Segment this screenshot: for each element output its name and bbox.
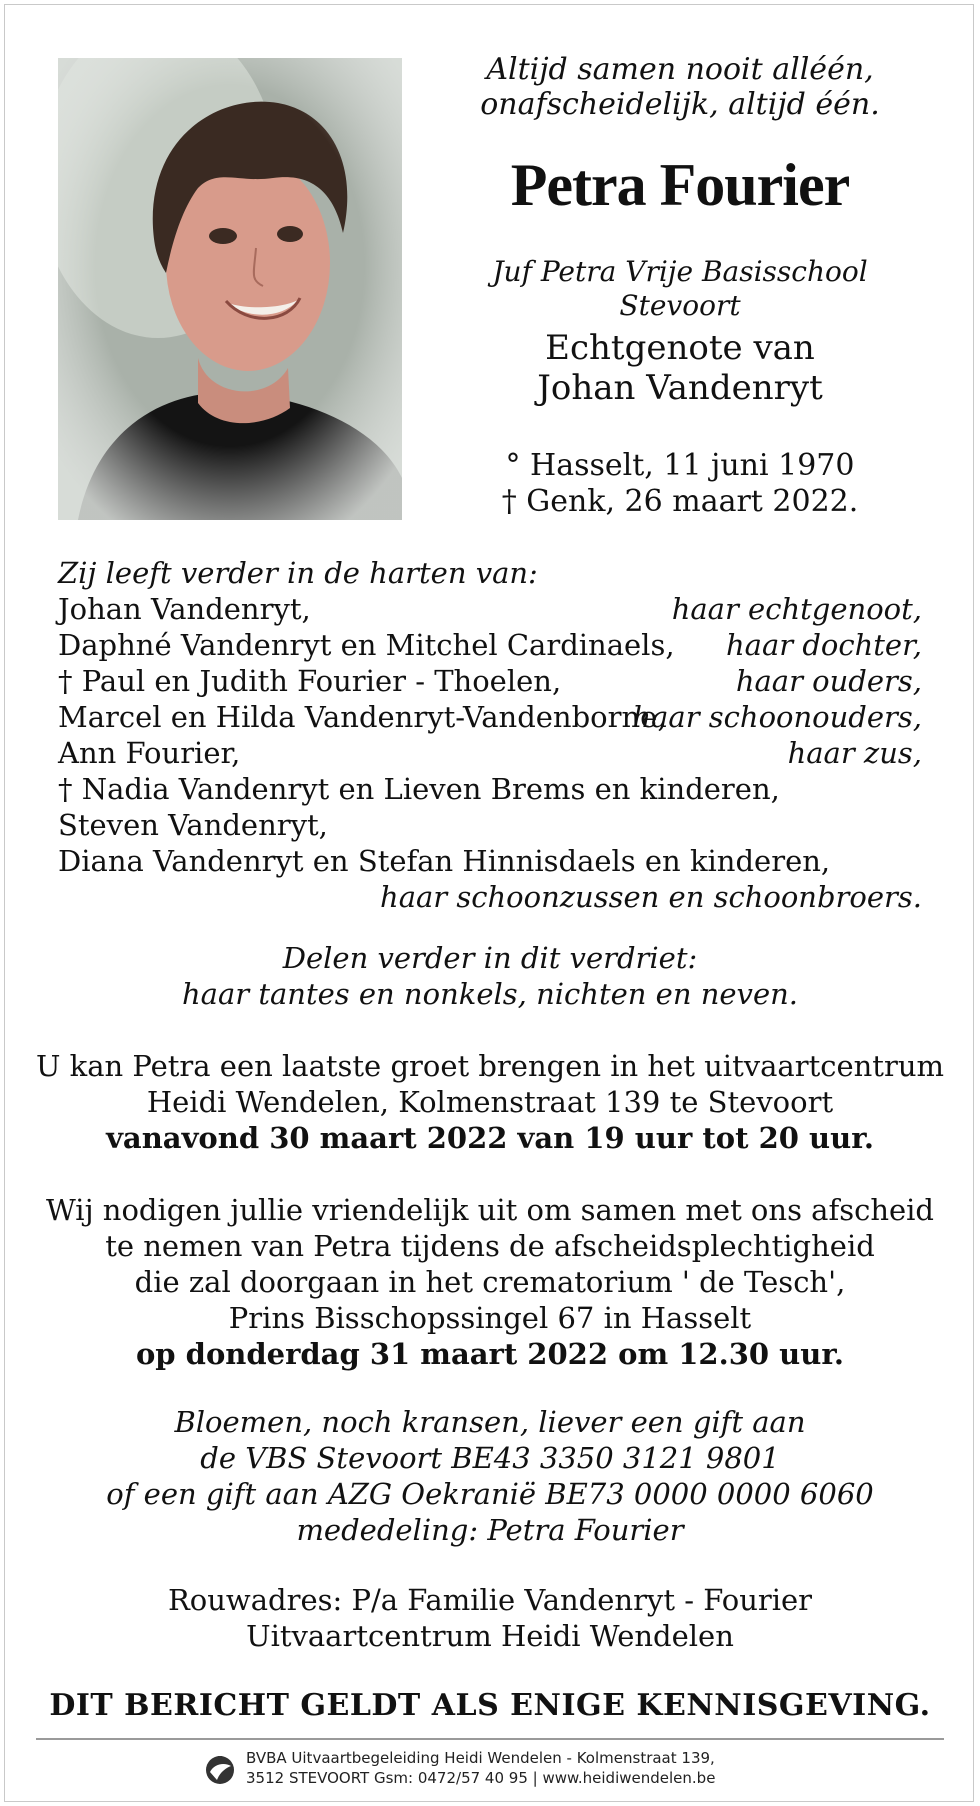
donation-info: [0, 1404, 980, 1548]
family-row: [58, 843, 922, 879]
footer-line[interactable]: 3512 STEVOORT Gsm: 0472/57 40 95 | www.heidiwendelen.be: [246, 1769, 716, 1787]
family-member: Daphné Vandenryt en Mitchel Cardinaels,: [58, 628, 675, 662]
family-row: [58, 627, 922, 663]
family-member: Steven Vandenryt,: [58, 808, 328, 842]
deceased-name: Petra Fourier: [510, 152, 850, 218]
donation-line: de VBS Stevoort BE43 3350 3121 9801: [200, 1441, 780, 1475]
visitation-info: [0, 1048, 980, 1156]
portrait-photo: [58, 58, 402, 520]
grief-notice: [0, 940, 980, 1012]
portrait-illustration: [58, 58, 402, 520]
in-laws-relation: haar schoonzussen en schoonbroers.: [380, 880, 922, 914]
visit-datetime: vanavond 30 maart 2022 van 19 uur tot 20 uur.: [106, 1121, 874, 1155]
family-row: [58, 879, 922, 915]
birth-date: ° Hasselt, 11 juni 1970: [505, 448, 855, 483]
family-member: Diana Vandenryt en Stefan Hinnisdaels en kinderen,: [58, 844, 831, 878]
ceremony-line: die zal doorgaan in het crematorium ' de Tesch',: [134, 1265, 846, 1299]
spouse-label: Echtgenote van: [545, 328, 815, 368]
footer-text: [246, 1748, 715, 1788]
family-intro: Zij leeft verder in de harten van:: [58, 556, 538, 590]
family-member: Ann Fourier,: [58, 736, 241, 770]
funeral-home-logo-icon: [204, 1752, 236, 1786]
ceremony-line: te nemen van Petra tijdens de afscheidsplechtigheid: [105, 1229, 875, 1263]
spouse-line: [430, 328, 930, 408]
motto: [460, 52, 900, 122]
family-row: [58, 591, 922, 627]
family-list: [58, 555, 922, 915]
family-member: † Paul en Judith Fourier - Thoelen,: [58, 664, 562, 698]
family-row: [58, 807, 922, 843]
official-notice: DIT BERICHT GELDT ALS ENIGE KENNISGEVING.: [49, 1688, 931, 1723]
family-member: Marcel en Hilda Vandenryt-Vandenborne,: [58, 700, 667, 734]
life-dates: [460, 448, 900, 520]
footer-line: BVBA Uitvaartbegeleiding Heidi Wendelen - Kolmenstraat 139,: [246, 1749, 715, 1767]
spouse-name: Johan Vandenryt: [537, 368, 823, 408]
ceremony-info: [0, 1192, 980, 1372]
family-member: Johan Vandenryt,: [58, 592, 311, 626]
family-member: † Nadia Vandenryt en Lieven Brems en kinderen,: [58, 772, 780, 806]
footer: [200, 1746, 800, 1798]
family-relation: haar zus,: [787, 736, 922, 770]
address-line: Rouwadres: P/a Familie Vandenryt - Fourier: [167, 1583, 813, 1617]
donation-line: Bloemen, noch kransen, liever een gift aan: [174, 1405, 806, 1439]
motto-line: onafscheidelijk, altijd één.: [480, 87, 880, 122]
family-relation: haar echtgenoot,: [671, 592, 922, 626]
ceremony-line: Wij nodigen jullie vriendelijk uit om samen met ons afscheid: [46, 1193, 934, 1227]
grief-line: haar tantes en nonkels, nichten en neven.: [182, 977, 798, 1011]
donation-line: of een gift aan AZG Oekranië BE73 0000 0000 6060: [106, 1477, 874, 1511]
ceremony-line: Prins Bisschopssingel 67 in Hasselt: [228, 1301, 752, 1335]
mourning-address: [0, 1582, 980, 1654]
family-row: [58, 771, 922, 807]
family-row: [58, 735, 922, 771]
grief-line: Delen verder in dit verdriet:: [282, 941, 698, 975]
family-relation: haar schoonouders,: [632, 700, 922, 734]
death-date: † Genk, 26 maart 2022.: [501, 484, 859, 519]
job-title: Juf Petra Vrije Basisschool Stevoort: [492, 255, 868, 322]
family-relation: haar dochter,: [726, 628, 922, 662]
footer-divider: [36, 1738, 944, 1740]
visit-line: U kan Petra een laatste groet brengen in het uitvaartcentrum: [35, 1049, 944, 1083]
family-relation: haar ouders,: [735, 664, 922, 698]
visit-line: Heidi Wendelen, Kolmenstraat 139 te Stevoort: [146, 1085, 834, 1119]
donation-line: mededeling: Petra Fourier: [296, 1513, 684, 1547]
address-line: Uitvaartcentrum Heidi Wendelen: [246, 1619, 734, 1653]
family-row: [58, 699, 922, 735]
motto-line: Altijd samen nooit alléén,: [486, 52, 874, 87]
ceremony-datetime: op donderdag 31 maart 2022 om 12.30 uur.: [135, 1337, 845, 1371]
family-row: [58, 663, 922, 699]
